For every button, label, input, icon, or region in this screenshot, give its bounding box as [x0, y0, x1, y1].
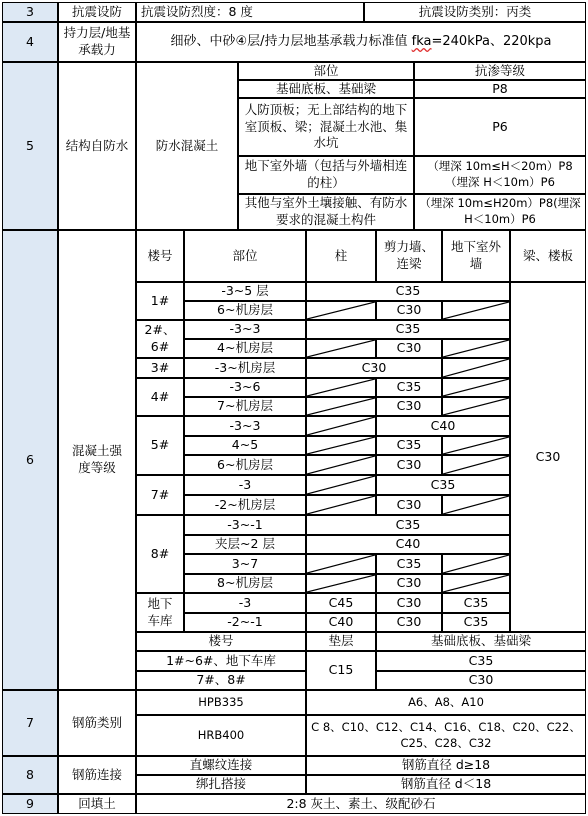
header-column: 柱 — [306, 230, 376, 282]
diagonal-empty-cell — [442, 339, 510, 358]
foundation-value: C35 — [376, 651, 586, 671]
row-4-item: 持力层/地基承载力 — [58, 22, 136, 62]
rebar-sizes: A6、A8、A10 — [306, 690, 586, 715]
row-3-number: 3 — [2, 2, 58, 22]
header-building: 楼号 — [136, 230, 184, 282]
grade-cell: C35 — [306, 320, 510, 339]
cushion-header-building: 楼号 — [136, 632, 306, 651]
bearing-capacity: 细砂、中砂④层/持力层地基承载力标准值 fka=240kPa、220kpa — [136, 22, 586, 62]
diagonal-empty-cell — [442, 436, 510, 455]
grade-cell: C35 — [306, 515, 510, 535]
grade-cell: C35 — [442, 613, 510, 632]
row-5-number: 5 — [2, 62, 58, 230]
rebar-type: HRB400 — [136, 715, 306, 756]
row-4-number: 4 — [2, 22, 58, 62]
waterproof-header-part: 部位 — [238, 62, 414, 80]
part-cell: -3~3 — [184, 320, 306, 339]
building-label: 5# — [136, 416, 184, 475]
header-part: 部位 — [184, 230, 306, 282]
waterproof-part: 人防顶板；无上部结构的地下室顶板、梁；混凝土水池、集水坑 — [238, 98, 414, 156]
grade-cell: C30 — [376, 593, 442, 613]
diagonal-empty-cell — [442, 378, 510, 397]
part-cell: -2~机房层 — [184, 495, 306, 515]
grade-cell: C35 — [376, 475, 510, 495]
diagonal-empty-cell — [306, 378, 376, 397]
diagonal-empty-cell — [442, 358, 510, 378]
building-label: 地下车库 — [136, 593, 184, 632]
waterproof-grade: （埋深 10m≤H20m）P8(埋深 H＜10m）P6 — [414, 194, 586, 230]
grade-cell: C30 — [376, 495, 442, 515]
waterproof-part: 地下室外墙（包括与外墙相连的柱） — [238, 156, 414, 194]
diagonal-empty-cell — [306, 554, 376, 574]
grade-cell: C40 — [306, 535, 510, 554]
part-cell: 6~机房层 — [184, 301, 306, 320]
part-cell: -2~-1 — [184, 613, 306, 632]
waterproof-part: 基础底板、基础梁 — [238, 80, 414, 98]
header-shear-wall: 剪力墙、连梁 — [376, 230, 442, 282]
row-5-item: 结构自防水 — [58, 62, 136, 230]
grade-cell: C35 — [306, 282, 510, 301]
diagonal-empty-cell — [306, 495, 376, 515]
waterproof-header-grade: 抗渗等级 — [414, 62, 586, 80]
part-cell: -3 — [184, 475, 306, 495]
grade-cell: C30 — [376, 613, 442, 632]
diagonal-empty-cell — [442, 495, 510, 515]
row-9-number: 9 — [2, 794, 58, 814]
cushion-value: C15 — [306, 651, 376, 690]
part-cell: 7~机房层 — [184, 397, 306, 416]
grade-cell: C40 — [376, 416, 510, 436]
part-cell: 4~机房层 — [184, 339, 306, 358]
waterproof-part: 其他与室外土壤接触、有防水要求的混凝土构件 — [238, 194, 414, 230]
grade-cell: C30 — [306, 358, 442, 378]
grade-cell: C30 — [376, 455, 442, 475]
connection-method: 直螺纹连接 — [136, 756, 306, 775]
part-cell: 3~7 — [184, 554, 306, 574]
waterproof-grade: （埋深 10m≤H＜20m）P8（埋深 H＜10m）P6 — [414, 156, 586, 194]
building-label: 3# — [136, 358, 184, 378]
grade-cell: C30 — [376, 397, 442, 416]
grade-cell: C35 — [376, 378, 442, 397]
grade-cell: C45 — [306, 593, 376, 613]
diagonal-empty-cell — [306, 301, 376, 320]
cushion-header-foundation: 基础底板、基础梁 — [376, 632, 586, 651]
cushion-building: 7#、8# — [136, 671, 306, 690]
waterproof-material: 防水混凝土 — [136, 62, 238, 230]
rebar-sizes: C 8、C10、C12、C14、C16、C18、C20、C22、 C25、C28、C32 — [306, 715, 586, 756]
row-6-item: 混凝土强度等级 — [58, 230, 136, 690]
row-7-item: 钢筋类别 — [58, 690, 136, 756]
diagonal-empty-cell — [442, 397, 510, 416]
diagonal-empty-cell — [306, 475, 376, 495]
backfill-content: 2:8 灰土、素土、级配砂石 — [136, 794, 586, 814]
cushion-header-cushion: 垫层 — [306, 632, 376, 651]
waterproof-grade: P6 — [414, 98, 586, 156]
header-basement-wall: 地下室外墙 — [442, 230, 510, 282]
grade-cell: C30 — [376, 574, 442, 593]
row-7-number: 7 — [2, 690, 58, 756]
grade-cell: C40 — [306, 613, 376, 632]
diagonal-empty-cell — [306, 436, 376, 455]
diagonal-empty-cell — [442, 455, 510, 475]
row-8-number: 8 — [2, 756, 58, 794]
part-cell: 6~机房层 — [184, 455, 306, 475]
part-cell: -3~3 — [184, 416, 306, 436]
part-cell: -3~机房层 — [184, 358, 306, 378]
diagonal-empty-cell — [306, 455, 376, 475]
grade-cell: C35 — [376, 436, 442, 455]
waterproof-grade: P8 — [414, 80, 586, 98]
building-label: 2#、6# — [136, 320, 184, 358]
diagonal-empty-cell — [442, 574, 510, 593]
building-label: 1# — [136, 282, 184, 320]
rebar-type: HPB335 — [136, 690, 306, 715]
grade-cell: C35 — [376, 554, 442, 574]
connection-condition: 钢筋直径 d＜18 — [306, 775, 586, 794]
diagonal-empty-cell — [306, 397, 376, 416]
part-cell: -3 — [184, 593, 306, 613]
cushion-building: 1#~6#、地下车库 — [136, 651, 306, 671]
diagonal-empty-cell — [306, 416, 376, 436]
row-3-item: 抗震设防 — [58, 2, 136, 22]
part-cell: -3~5 层 — [184, 282, 306, 301]
connection-condition: 钢筋直径 d≥18 — [306, 756, 586, 775]
part-cell: 4~5 — [184, 436, 306, 455]
part-cell: -3~6 — [184, 378, 306, 397]
seismic-intensity: 抗震设防烈度：8 度 — [136, 2, 364, 22]
building-label: 7# — [136, 475, 184, 515]
diagonal-empty-cell — [306, 574, 376, 593]
row-6-number: 6 — [2, 230, 58, 690]
header-beam-slab: 梁、楼板 — [510, 230, 586, 282]
row-9-item: 回填土 — [58, 794, 136, 814]
building-label: 8# — [136, 515, 184, 593]
seismic-category: 抗震设防类别：丙类 — [364, 2, 586, 22]
foundation-value: C30 — [376, 671, 586, 690]
part-cell: 8~机房层 — [184, 574, 306, 593]
grade-cell: C35 — [442, 593, 510, 613]
connection-method: 绑扎搭接 — [136, 775, 306, 794]
grade-cell: C30 — [376, 301, 442, 320]
part-cell: -3~-1 — [184, 515, 306, 535]
beam-slab-value: C30 — [510, 282, 586, 632]
part-cell: 夹层~2 层 — [184, 535, 306, 554]
building-label: 4# — [136, 378, 184, 416]
diagonal-empty-cell — [442, 554, 510, 574]
row-8-item: 钢筋连接 — [58, 756, 136, 794]
diagonal-empty-cell — [306, 339, 376, 358]
diagonal-empty-cell — [442, 301, 510, 320]
grade-cell: C30 — [376, 339, 442, 358]
